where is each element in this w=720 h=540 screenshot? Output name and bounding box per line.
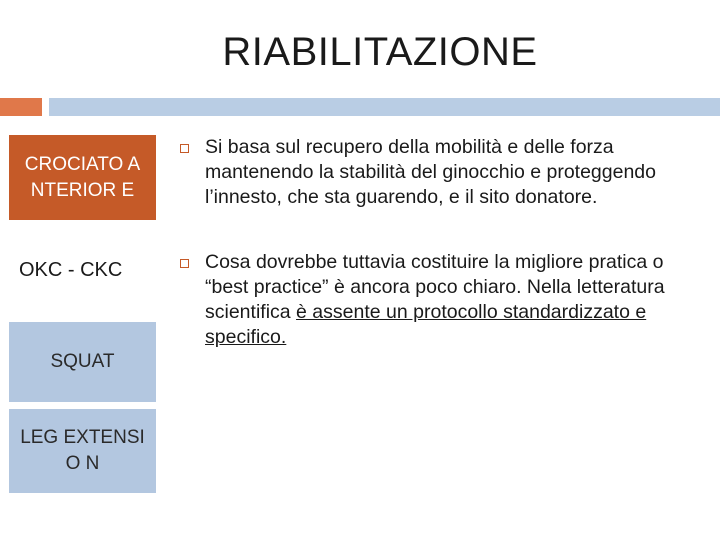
bullet-text: Cosa dovrebbe tuttavia costituire la migliore pratica o “best practice” è ancora poco chiaro. Nella letteratura scientifica — [205, 251, 665, 323]
bullet-text-underlined: è assente un protocollo standardizzato e specifico. — [205, 301, 647, 348]
crociato-anteriore-label: CROCIATO ANTERIOR E — [24, 153, 141, 201]
bullet-text: Si basa sul recupero della mobilità e delle forza mantenendo la stabilità del ginocchio e proteggendo l’innesto, che sta guarendo, e il sito donatore. — [205, 136, 656, 208]
leg-extension-label: LEG EXTENSIO N — [20, 427, 145, 474]
leg-extension-box — [9, 409, 156, 493]
slide-title: RIABILITAZIONE — [222, 30, 538, 74]
square-bullet-icon — [180, 144, 189, 153]
crociato-anteriore-box — [9, 135, 156, 220]
square-bullet-icon — [180, 259, 189, 268]
bullet-item — [180, 250, 710, 350]
okc-ckc-label: OKC - CKC — [19, 259, 123, 281]
squat-label: SQUAT — [50, 351, 115, 372]
bullet-item — [180, 135, 710, 210]
squat-box — [9, 322, 156, 402]
header-accent-bar-orange — [0, 98, 42, 116]
header-accent-bar-blue — [49, 98, 720, 116]
bullet-list — [180, 135, 710, 350]
